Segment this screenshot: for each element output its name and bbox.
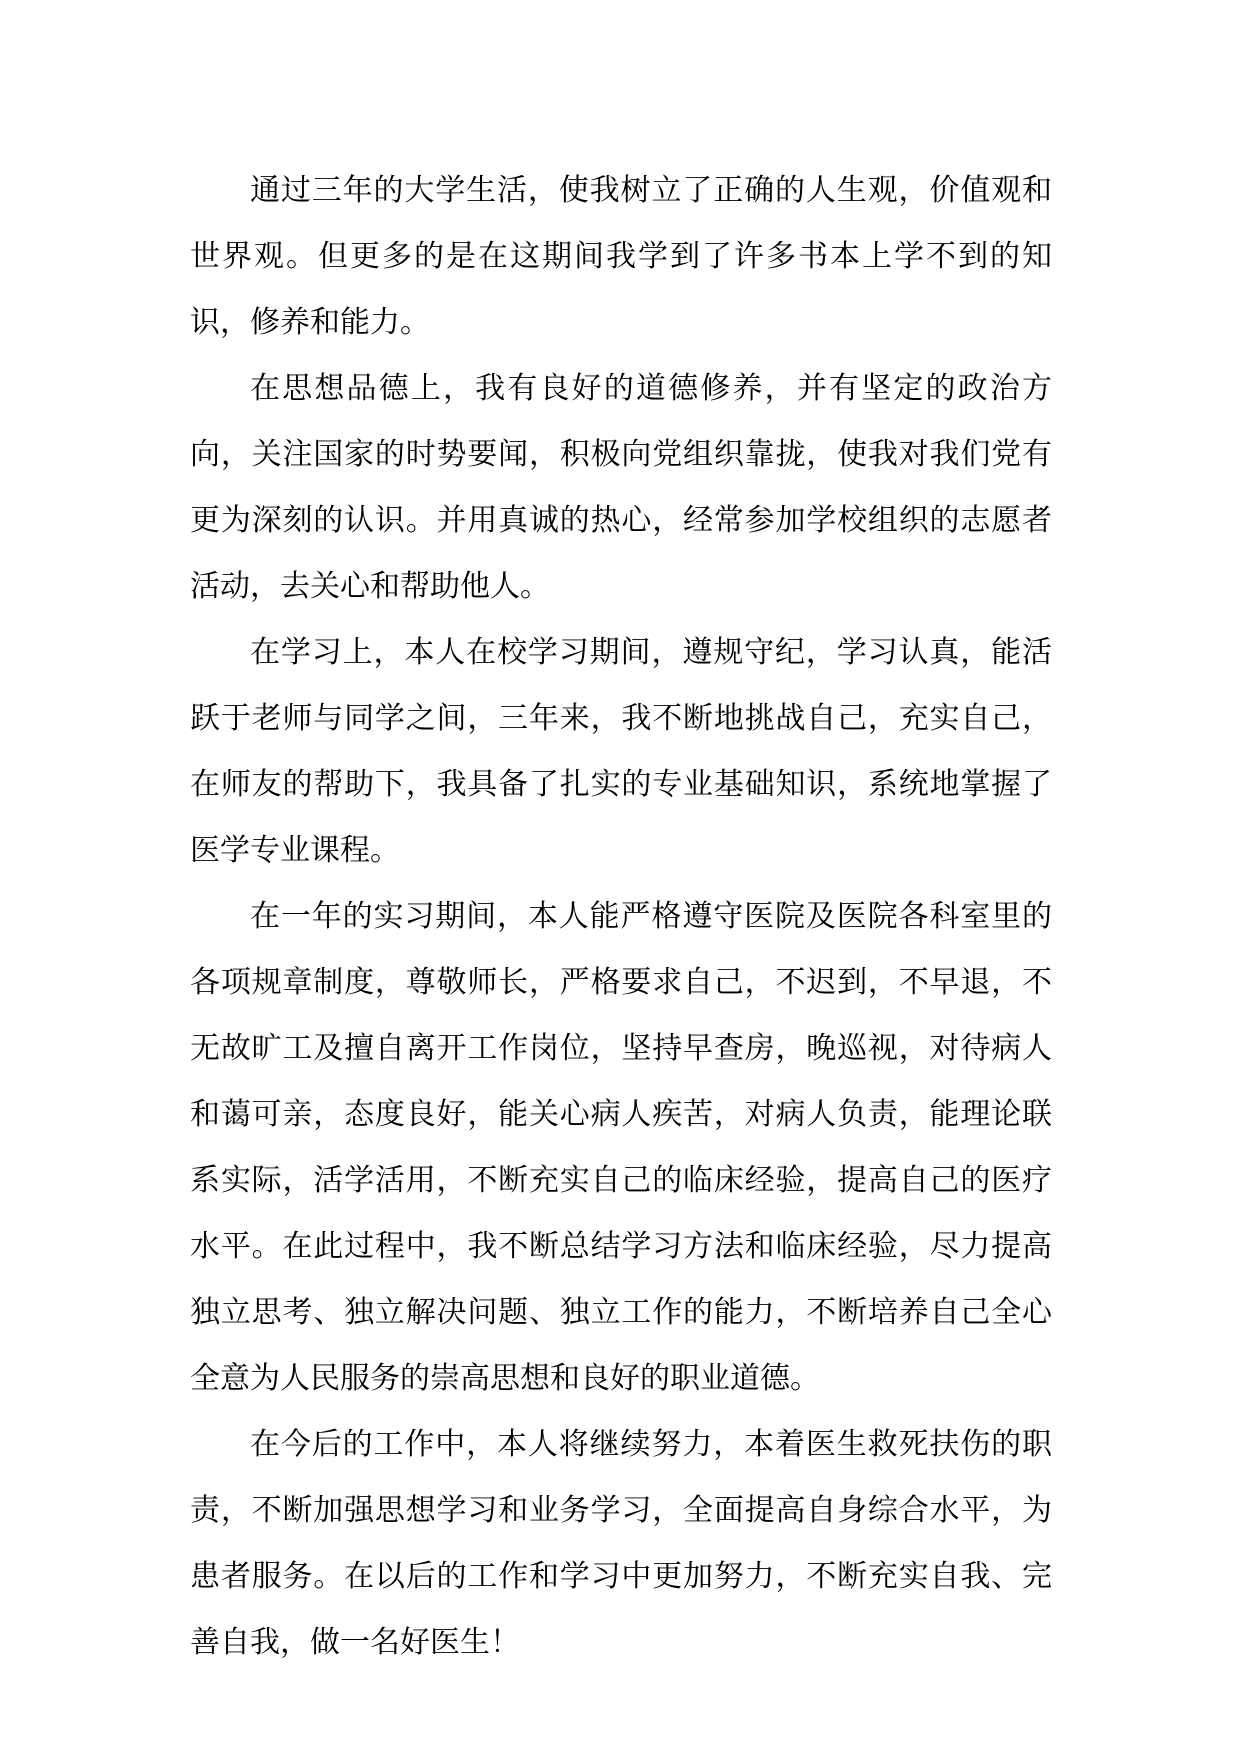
paragraph-1: 通过三年的大学生活，使我树立了正确的人生观，价值观和世界观。但更多的是在这期间我学到了许多书本上学不到的知识，修养和能力。: [190, 173, 1052, 340]
paragraph-2: 在思想品德上，我有良好的道德修养，并有坚定的政治方向，关注国家的时势要闻，积极向党组织靠拢，使我对我们党有更为深刻的认识。并用真诚的热心，经常参加学校组织的志愿者活动，去关心和帮助他人。: [190, 371, 1052, 604]
document-body: [190, 158, 1052, 1676]
paragraph-4: 在一年的实习期间，本人能严格遵守医院及医院各科室里的各项规章制度，尊敬师长，严格要求自己，不迟到，不早退，不无故旷工及擅自离开工作岗位，坚持早查房，晚巡视，对待病人和蔼可亲，态度良好，能关心病人疾苦，对病人负责，能理论联系实际，活学活用，不断充实自己的临床经验，提高自己的医疗水平。在此过程中，我不断总结学习方法和临床经验，尽力提高独立思考、独立解决问题、独立工作的能力，不断培养自己全心全意为人民服务的崇高思想和良好的职业道德。: [190, 899, 1052, 1396]
paragraph-5: 在今后的工作中，本人将继续努力，本着医生救死扶伤的职责，不断加强思想学习和业务学习，全面提高自身综合水平，为患者服务。在以后的工作和学习中更加努力，不断充实自我、完善自我，做一名好医生！: [190, 1427, 1052, 1660]
paragraph-3: 在学习上，本人在校学习期间，遵规守纪，学习认真，能活跃于老师与同学之间，三年来，我不断地挑战自己，充实自己，在师友的帮助下，我具备了扎实的专业基础知识，系统地掌握了医学专业课程。: [190, 635, 1052, 868]
